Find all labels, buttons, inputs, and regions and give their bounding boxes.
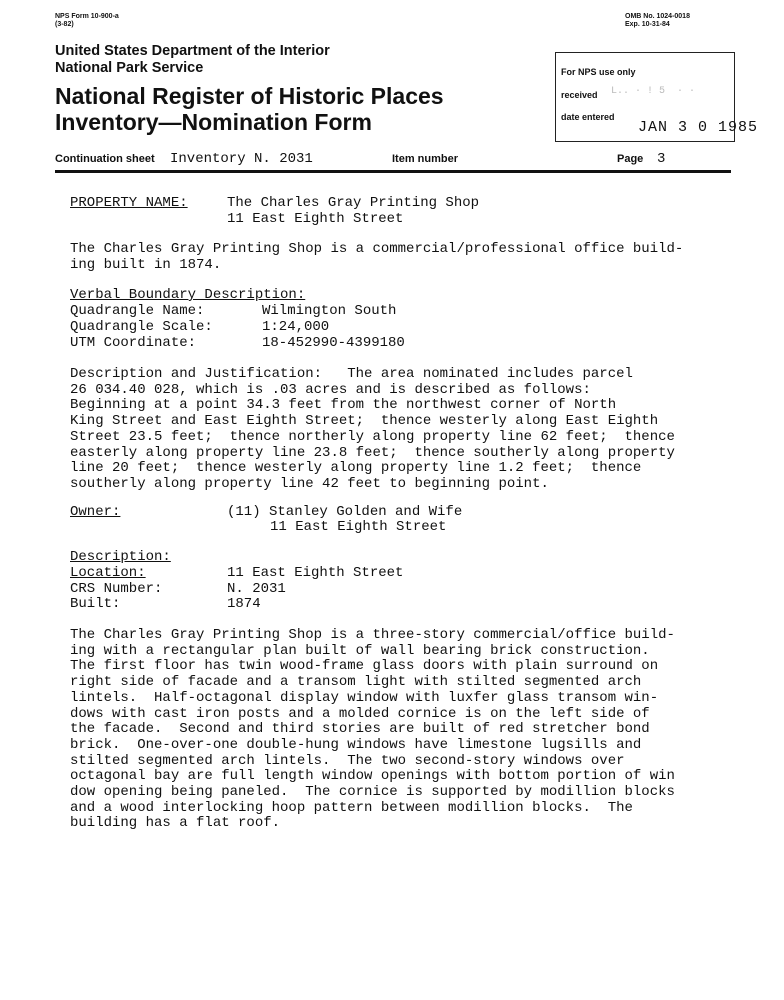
description-line-2: ing with a rectangular plan built of wall bearing brick construction.	[70, 642, 650, 659]
justification-line-3: Beginning at a point 34.3 feet from the northwest corner of North	[70, 397, 617, 414]
received-label: received	[561, 90, 598, 100]
location-label: Location:	[70, 565, 146, 581]
quadrangle-name-value: Wilmington South	[262, 303, 397, 319]
description-line-4: right side of facade and a transom light with stilted segmented arch	[70, 674, 642, 691]
description-line-1: The Charles Gray Printing Shop is a three-story commercial/office build-	[70, 627, 675, 643]
justification-line-1: Description and Justification: The area nominated includes parcel	[70, 366, 633, 382]
form-title-line2: Inventory—Nomination Form	[55, 109, 372, 135]
description-line-12: and a wood interlocking hoop pattern between modillion blocks. The	[70, 799, 633, 816]
expiration-text: Exp. 10-31-84	[625, 21, 670, 28]
quadrangle-name-label: Quadrangle Name:	[70, 303, 205, 319]
omb-number-text: OMB No. 1024-0018	[625, 13, 690, 20]
justification-line-8: southerly along property line 42 feet to beginning point.	[70, 475, 549, 492]
continuation-sheet-value: Inventory N. 2031	[170, 151, 313, 167]
description-line-8: brick. One-over-one double-hung windows have limestone lugsills and	[70, 736, 642, 753]
form-number	[55, 13, 119, 29]
description-line-3: The first floor has twin wood-frame glass doors with plain surround on	[70, 658, 659, 675]
justification-line-4: King Street and East Eighth Street; thence westerly along East Eighth	[70, 413, 659, 430]
form-title-line1: National Register of Historic Places	[55, 83, 444, 109]
description-line-9: stilted segmented arch lintels. The two second-story windows over	[70, 752, 625, 769]
crs-number-label: CRS Number:	[70, 581, 163, 597]
description-line-13: building has a flat roof.	[70, 815, 281, 832]
description-line-11: dow opening being paneled. The cornice is supported by modillion blocks	[70, 784, 675, 800]
page-label: Page	[617, 153, 644, 165]
built-label: Built:	[70, 596, 121, 612]
page-number: 3	[657, 151, 666, 167]
agency-heading	[55, 43, 330, 77]
date-entered-stamp: JAN 3 0 1985	[638, 119, 759, 136]
location-value: 11 East Eighth Street	[227, 565, 404, 581]
quadrangle-scale-value: 1:24,000	[262, 319, 330, 335]
crs-number-value: N. 2031	[227, 581, 286, 597]
form-revision-text: (3-82)	[55, 21, 74, 28]
built-value: 1874	[227, 596, 261, 612]
owner-line1: (11) Stanley Golden and Wife	[227, 504, 463, 520]
justification-line-6: easterly along property line 23.8 feet; thence southerly along property	[70, 444, 675, 461]
omb-info	[625, 13, 690, 29]
summary-line2: ing built in 1874.	[70, 257, 222, 273]
justification-line-2: 26 034.40 028, which is .03 acres and is described as follows:	[70, 381, 591, 398]
summary-line1: The Charles Gray Printing Shop is a commercial/professional office build-	[70, 241, 684, 257]
justification-line-7: line 20 feet; thence westerly along property line 1.2 feet; thence	[70, 460, 642, 477]
department-text: United States Department of the Interior	[55, 43, 330, 59]
nps-use-box	[555, 52, 759, 142]
continuation-sheet-label: Continuation sheet	[55, 153, 155, 165]
header-rule	[55, 170, 731, 173]
description-line-5: lintels. Half-octagonal display window with luxfer glass transom win-	[70, 689, 659, 706]
justification-line-5: Street 23.5 feet; thence northerly along property line 62 feet; thence	[70, 428, 675, 445]
description-line-6: dows with cast iron posts and a molded cornice is on the left side of	[70, 705, 650, 722]
description-line-10: octagonal bay are full length window openings with bottom portion of win	[70, 768, 675, 785]
utm-value: 18-452990-4399180	[262, 335, 405, 351]
utm-label: UTM Coordinate:	[70, 335, 197, 351]
received-stamp: L.. · ! 5 · ·	[611, 86, 696, 97]
description-heading: Description:	[70, 549, 171, 565]
nps-use-heading: For NPS use only	[561, 67, 636, 77]
form-number-text: NPS Form 10-900-a	[55, 13, 119, 20]
property-name-line1: The Charles Gray Printing Shop	[227, 195, 480, 211]
owner-line2: 11 East Eighth Street	[270, 519, 447, 535]
form-title	[55, 83, 444, 135]
item-number-label: Item number	[392, 153, 459, 165]
description-line-7: the facade. Second and third stories are built of red stretcher bond	[70, 721, 650, 738]
owner-label: Owner:	[70, 504, 121, 520]
boundary-heading: Verbal Boundary Description:	[70, 287, 306, 303]
property-name-line2: 11 East Eighth Street	[227, 211, 404, 227]
service-text: National Park Service	[55, 60, 204, 76]
property-name-label: PROPERTY NAME:	[70, 195, 188, 211]
date-entered-label: date entered	[561, 112, 615, 122]
quadrangle-scale-label: Quadrangle Scale:	[70, 319, 213, 335]
